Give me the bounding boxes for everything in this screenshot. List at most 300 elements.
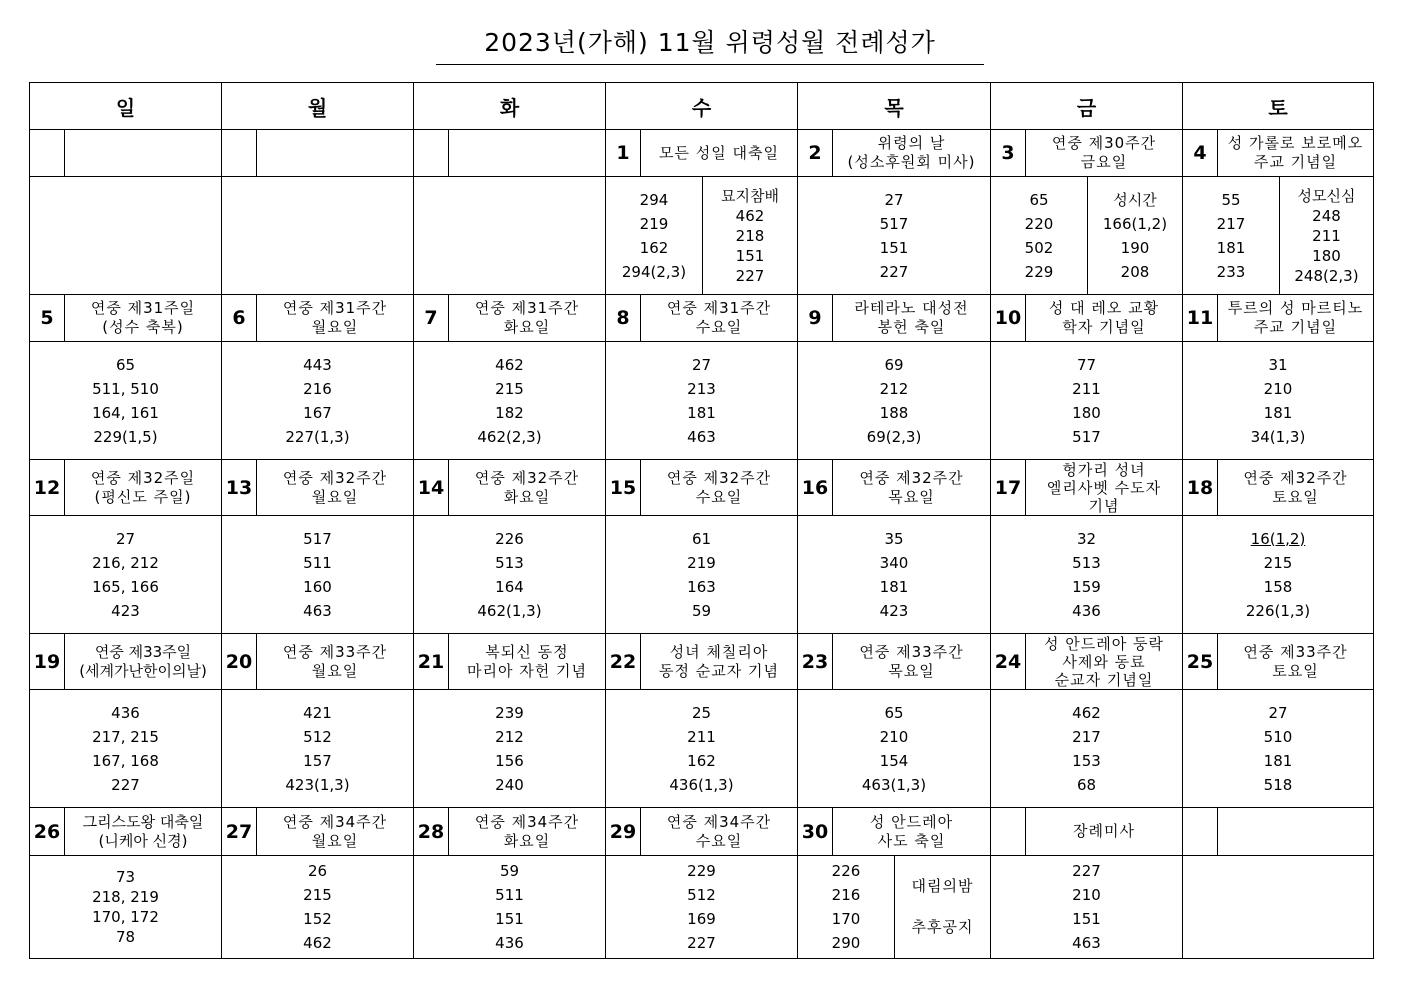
hymn-number: 220: [1024, 214, 1054, 233]
day-label-line: 마리아 자헌 기념: [467, 661, 587, 680]
day-label-line: 연중 제31주간: [282, 299, 388, 317]
day-label-line: 화요일: [503, 318, 551, 336]
hymn-number: 151: [879, 238, 909, 257]
hymn-number: 216: [831, 886, 861, 904]
day-label-line: 연중 제31주일: [90, 299, 196, 317]
hymn-number: 181: [1263, 751, 1293, 770]
week2-date-row: [30, 295, 1374, 342]
hymn-number: 151: [1072, 910, 1101, 928]
day-label-line: 주교 기념일: [1253, 153, 1338, 171]
hymn-cell: [1183, 690, 1374, 808]
hymn-number: 219: [687, 553, 716, 572]
hymn-number: 423(1,3): [285, 775, 350, 794]
day-label: [65, 460, 222, 516]
hymn-number: 233: [1216, 262, 1246, 281]
day-label-line: 연중 제32주간: [282, 468, 388, 487]
day-label-line: 학자 기념일: [1062, 318, 1146, 336]
day-label: [1218, 295, 1374, 342]
hymn-number: 160: [303, 577, 332, 596]
day-label-line: 연중 제32주일: [90, 468, 196, 487]
hymn-cell: [1183, 516, 1374, 634]
hymn-cell: [991, 342, 1183, 460]
hymn-number: 170, 172: [92, 908, 159, 926]
week1-date-row: [30, 130, 1374, 177]
hymn-number: 170: [831, 910, 861, 928]
day-label: [449, 460, 606, 516]
hymn-number: 227: [735, 266, 765, 285]
empty-day-num: [1183, 808, 1218, 856]
hymn-cell: [798, 516, 991, 634]
hymn-number: 151: [735, 246, 765, 265]
day-label: [65, 295, 222, 342]
hymn-number: 226: [495, 529, 524, 548]
hymn-number: 154: [879, 751, 909, 770]
extra-title: 성모신심: [1297, 186, 1356, 205]
day-label: [257, 808, 414, 856]
day-number: 18: [1183, 460, 1218, 516]
extra-title: 성시간: [1113, 190, 1157, 209]
day-label-line: 토요일: [1272, 487, 1319, 506]
day-label-line: 연중 제33주간: [282, 642, 388, 661]
day-number: 28: [414, 808, 449, 856]
day-number: 23: [798, 634, 833, 690]
hymn-number: 163: [687, 577, 716, 596]
hymn-number: 181: [1263, 403, 1293, 422]
day-number: 22: [606, 634, 641, 690]
hymn-number: 248(2,3): [1294, 266, 1359, 285]
hymn-number: 239: [495, 703, 524, 722]
day-label: [1218, 130, 1374, 177]
hymn-number: 210: [1072, 886, 1101, 904]
day-label-line: 주교 기념일: [1253, 318, 1338, 336]
day-number: 24: [991, 634, 1026, 690]
hymn-number: 167: [303, 403, 332, 422]
hymn-number: 226: [831, 862, 861, 880]
day-label: [449, 808, 606, 856]
hymn-number: 463(1,3): [861, 775, 927, 794]
day-label: [641, 634, 798, 690]
hymn-number: 513: [1072, 553, 1101, 572]
day-label: [641, 295, 798, 342]
day-label-line: 투르의 성 마르티노: [1227, 299, 1364, 317]
hymn-number: 518: [1263, 775, 1293, 794]
hymn-cell: [606, 856, 798, 959]
hymn-cell: [414, 856, 606, 959]
hymn-number: 162: [639, 238, 669, 257]
hymn-number: 219: [639, 214, 669, 233]
hymn-cell: [222, 516, 414, 634]
day-label-line: 헝가리 성녀: [1062, 460, 1146, 479]
hymn-number: 227: [1072, 862, 1101, 880]
day-number: 9: [798, 295, 833, 342]
day-label-line: 수요일: [695, 487, 743, 506]
weekday-thu: 목: [798, 83, 991, 130]
weekday-mon: 월: [222, 83, 414, 130]
day-label-line: 수요일: [695, 831, 743, 850]
hymn-number: 248: [1312, 206, 1341, 225]
hymn-number: 227: [111, 775, 140, 794]
hymn-number: 229: [1024, 262, 1054, 281]
empty-day-label: [1218, 808, 1374, 856]
day-label-line: 성 안드레아 둥락: [1044, 634, 1164, 653]
day-label-line: (세계가난한이의날): [79, 661, 207, 680]
day-label-line: 월요일: [311, 831, 359, 850]
hymn-number: 165, 166: [92, 577, 159, 596]
day-label-line: 월요일: [311, 487, 359, 506]
hymn-cell: [798, 690, 991, 808]
day-label: [449, 295, 606, 342]
day-label-line: 연중 제30주간: [1051, 134, 1157, 152]
hymn-number: 169: [687, 910, 716, 928]
day-number: 12: [30, 460, 65, 516]
week2-hymn-row: [30, 342, 1374, 460]
day-label: [641, 460, 798, 516]
day-label-line: 화요일: [503, 487, 551, 506]
day-label: [833, 130, 991, 177]
hymn-cell: [30, 856, 222, 959]
day-label-line: 연중 제34주간: [474, 812, 580, 831]
day-label: [65, 808, 222, 856]
hymn-number: 190: [1120, 238, 1150, 257]
day-label-line: 연중 제34주간: [282, 812, 388, 831]
day-label: [833, 460, 991, 516]
hymn-number: 27: [884, 190, 904, 209]
day-number: 25: [1183, 634, 1218, 690]
hymn-cell: [798, 342, 991, 460]
hymn-cell: [30, 690, 222, 808]
hymn-number: 217: [1216, 214, 1246, 233]
day-label-line: 성녀 체칠리아: [669, 642, 769, 661]
hymn-number: 59: [499, 862, 520, 880]
hymn-number: 340: [879, 553, 909, 572]
hymn-number: 462: [303, 934, 332, 952]
weekday-tue: 화: [414, 83, 606, 130]
hymn-number: 423: [111, 601, 140, 620]
empty-day-num: [30, 130, 65, 177]
empty-hymn-cell: [1183, 856, 1374, 959]
hymn-number: 25: [691, 703, 712, 722]
hymn-number: 159: [1072, 577, 1101, 596]
day-label: [449, 634, 606, 690]
hymn-cell: [30, 342, 222, 460]
week5-date-row: [30, 808, 1374, 856]
day-label-line: (성수 축복): [102, 318, 184, 336]
day-label: 모든 성일 대축일: [641, 130, 798, 177]
hymn-cell: [30, 516, 222, 634]
day-label: [833, 808, 991, 856]
empty-hymn-cell: [30, 177, 222, 295]
day-label: [833, 295, 991, 342]
week3-hymn-row: [30, 516, 1374, 634]
hymn-number: 290: [831, 934, 861, 952]
hymn-cell: [606, 342, 798, 460]
hymn-number: 227: [879, 262, 909, 281]
hymn-number: 27: [115, 529, 136, 548]
hymn-cell: [606, 177, 798, 295]
hymn-number: 166(1,2): [1102, 214, 1168, 233]
week4-date-row: [30, 634, 1374, 690]
day-label-line: 연중 제31주간: [666, 299, 772, 317]
hymn-number: 27: [691, 355, 712, 374]
day-label-line: 목요일: [888, 661, 935, 680]
hymn-number: 436: [111, 703, 140, 722]
empty-day-num: [991, 808, 1026, 856]
hymn-number: 462: [735, 206, 765, 225]
advent-night-note: 대림의밤: [911, 877, 974, 895]
hymn-number: 65: [1029, 190, 1049, 209]
hymn-number: 213: [687, 379, 716, 398]
day-label-line: 위령의 날: [877, 134, 946, 152]
day-label-line: 연중 제31주간: [474, 299, 580, 317]
hymn-number: 65: [884, 703, 904, 722]
day-label-line: 목요일: [888, 487, 935, 506]
hymn-number: 211: [1312, 226, 1341, 245]
hymn-cell: [222, 856, 414, 959]
day-label-line: 월요일: [311, 318, 359, 336]
hymn-number: 77: [1076, 355, 1097, 374]
day-label-line: 연중 제32주간: [859, 468, 964, 487]
hymn-number: 210: [879, 727, 909, 746]
hymn-number: 511, 510: [92, 379, 159, 398]
day-number: 7: [414, 295, 449, 342]
hymn-number: 463: [303, 601, 332, 620]
week3-date-row: [30, 460, 1374, 516]
day-label-line: 연중 제33주일: [94, 642, 192, 661]
hymn-number: 215: [1263, 553, 1293, 572]
hymn-number: 68: [1076, 775, 1097, 794]
hymn-number: 502: [1024, 238, 1054, 257]
day-number: 19: [30, 634, 65, 690]
day-label: [65, 634, 222, 690]
hymn-number: 513: [495, 553, 524, 572]
liturgical-calendar-table: [29, 82, 1374, 959]
hymn-number: 164, 161: [92, 403, 159, 422]
hymn-number: 512: [687, 886, 716, 904]
weekday-fri: 금: [991, 83, 1183, 130]
hymn-number: 181: [1216, 238, 1246, 257]
hymn-number: 35: [884, 529, 904, 548]
hymn-number: 511: [495, 886, 524, 904]
hymn-cell: [1183, 342, 1374, 460]
hymn-number: 511: [303, 553, 332, 572]
day-number: 3: [991, 130, 1026, 177]
hymn-number: 32: [1076, 529, 1097, 548]
day-number: 13: [222, 460, 257, 516]
hymn-number: 27: [1268, 703, 1288, 722]
hymn-cell: [414, 690, 606, 808]
hymn-number: 69: [884, 355, 904, 374]
day-label-line: 기념: [1088, 496, 1120, 515]
day-label-line: 토요일: [1272, 661, 1319, 680]
hymn-number: 164: [495, 577, 524, 596]
day-label: [1026, 460, 1183, 516]
day-number: 4: [1183, 130, 1218, 177]
hymn-number: 294(2,3): [621, 262, 687, 281]
hymn-cell: [1183, 177, 1374, 295]
hymn-number: 211: [1072, 379, 1101, 398]
day-label-line: 금요일: [1080, 153, 1128, 171]
hymn-number: 212: [879, 379, 909, 398]
hymn-number: 517: [303, 529, 332, 548]
day-label-line: 엘리사벳 수도자: [1046, 478, 1162, 497]
hymn-number: 436: [1072, 601, 1101, 620]
day-number: 16: [798, 460, 833, 516]
day-label: [833, 634, 991, 690]
hymn-number: 436(1,3): [669, 775, 734, 794]
day-number: 2: [798, 130, 833, 177]
hymn-number: 218, 219: [92, 888, 159, 906]
hymn-number: 517: [879, 214, 909, 233]
hymn-number: 421: [303, 703, 332, 722]
day-label-line: 연중 제32주간: [474, 468, 580, 487]
day-label-line: 연중 제33주간: [1243, 642, 1348, 661]
day-label-line: 순교자 기념일: [1054, 670, 1154, 689]
hymn-number: 212: [495, 727, 524, 746]
day-number: 29: [606, 808, 641, 856]
weekday-header-row: [30, 83, 1374, 130]
day-label-line: 연중 제34주간: [666, 812, 772, 831]
hymn-number: 240: [495, 775, 524, 794]
hymn-number: 208: [1120, 262, 1150, 281]
day-number: 30: [798, 808, 833, 856]
funeral-mass-label: 장례미사: [1026, 808, 1183, 856]
hymn-number: 463: [687, 427, 716, 446]
day-number: 6: [222, 295, 257, 342]
day-number: 8: [606, 295, 641, 342]
hymn-cell: [991, 856, 1183, 959]
hymn-number: 162: [687, 751, 716, 770]
hymn-number: 227: [687, 934, 716, 952]
day-label-line: 복되신 동정: [485, 642, 569, 661]
hymn-cell: [991, 177, 1183, 295]
hymn-number: 210: [1263, 379, 1293, 398]
day-number: 10: [991, 295, 1026, 342]
day-label: [257, 634, 414, 690]
hymn-number: 227(1,3): [285, 427, 350, 446]
hymn-cell: [991, 690, 1183, 808]
hymn-number: 517: [1072, 427, 1101, 446]
day-label: [1026, 130, 1183, 177]
hymn-cell: [606, 516, 798, 634]
day-label: [1218, 460, 1374, 516]
later-notice-note: 추후공지: [911, 918, 974, 936]
empty-hymn-cell: [414, 177, 606, 295]
day-number: 21: [414, 634, 449, 690]
hymn-number: 26: [307, 862, 328, 880]
hymn-number: 188: [879, 403, 909, 422]
day-label-line: 성 가롤로 보로메오: [1227, 134, 1364, 152]
day-label: [257, 460, 414, 516]
page-title: 2023년(가해) 11월 위령성월 전례성가: [436, 22, 984, 65]
day-number: 20: [222, 634, 257, 690]
hymn-number: 55: [1221, 190, 1241, 209]
extra-title: 묘지참배: [721, 186, 779, 205]
hymn-number: 59: [691, 601, 712, 620]
week5-hymn-row: [30, 856, 1374, 959]
empty-day-label: [449, 130, 606, 177]
hymn-number: 158: [1263, 577, 1293, 596]
hymn-number: 65: [115, 355, 136, 374]
day-number: 26: [30, 808, 65, 856]
hymn-number: 151: [495, 910, 524, 928]
day-number: 1: [606, 130, 641, 177]
empty-day-label: [257, 130, 414, 177]
day-label-line: 봉헌 축일: [877, 318, 946, 336]
empty-hymn-cell: [222, 177, 414, 295]
hymn-number: 510: [1263, 727, 1293, 746]
hymn-number: 61: [691, 529, 712, 548]
hymn-number: 217: [1072, 727, 1101, 746]
hymn-cell: [414, 516, 606, 634]
day-number: 17: [991, 460, 1026, 516]
hymn-number: 217, 215: [92, 727, 159, 746]
day-label-line: 연중 제32주간: [666, 468, 772, 487]
day-label-line: (니케아 신경): [98, 831, 188, 850]
day-label-line: 연중 제33주간: [859, 642, 964, 661]
day-label-line: (성소후원회 미사): [847, 153, 976, 171]
hymn-cell: [222, 690, 414, 808]
day-label-line: 사제와 동료: [1062, 652, 1146, 671]
hymn-number: 181: [687, 403, 716, 422]
day-label: [1026, 295, 1183, 342]
hymn-number: 216, 212: [92, 553, 159, 572]
day-label: [1218, 634, 1374, 690]
week1-hymn-row: [30, 177, 1374, 295]
empty-day-num: [414, 130, 449, 177]
hymn-number: 153: [1072, 751, 1101, 770]
weekday-wed: 수: [606, 83, 798, 130]
hymn-number: 226(1,3): [1245, 601, 1311, 620]
hymn-number: 215: [303, 886, 332, 904]
day-label-line: 그리스도왕 대축일: [82, 812, 204, 831]
hymn-number: 462: [1072, 703, 1101, 722]
day-label-line: 동정 순교자 기념: [659, 661, 779, 680]
day-number: 11: [1183, 295, 1218, 342]
day-label-line: (평신도 주일): [94, 487, 192, 506]
day-number: 5: [30, 295, 65, 342]
day-label: [1026, 634, 1183, 690]
day-number: 14: [414, 460, 449, 516]
hymn-number: 463: [1072, 934, 1101, 952]
hymn-number: 216: [303, 379, 332, 398]
empty-day-num: [222, 130, 257, 177]
day-label-line: 화요일: [503, 831, 551, 850]
hymn-cell: [991, 516, 1183, 634]
day-label-line: 라테라노 대성전: [854, 299, 969, 317]
day-label-line: 연중 제32주간: [1243, 468, 1348, 487]
hymn-number: 443: [303, 355, 332, 374]
week4-hymn-row: [30, 690, 1374, 808]
hymn-number: 218: [735, 226, 765, 245]
day-label: [641, 808, 798, 856]
hymn-number: 229(1,5): [93, 427, 158, 446]
hymn-number: 180: [1072, 403, 1101, 422]
hymn-number: 462: [495, 355, 524, 374]
hymn-number: 462(2,3): [477, 427, 542, 446]
day-label-line: 사도 축일: [877, 831, 946, 850]
hymn-number: 215: [495, 379, 524, 398]
day-label-line: 수요일: [695, 318, 743, 336]
hymn-number: 423: [879, 601, 909, 620]
weekday-sat: 토: [1183, 83, 1374, 130]
hymn-number: 294: [639, 190, 669, 209]
hymn-cell: [606, 690, 798, 808]
weekday-sun: 일: [30, 83, 222, 130]
hymn-number: 211: [687, 727, 716, 746]
day-label-line: 월요일: [311, 661, 359, 680]
day-label: [257, 295, 414, 342]
hymn-number: 156: [495, 751, 524, 770]
